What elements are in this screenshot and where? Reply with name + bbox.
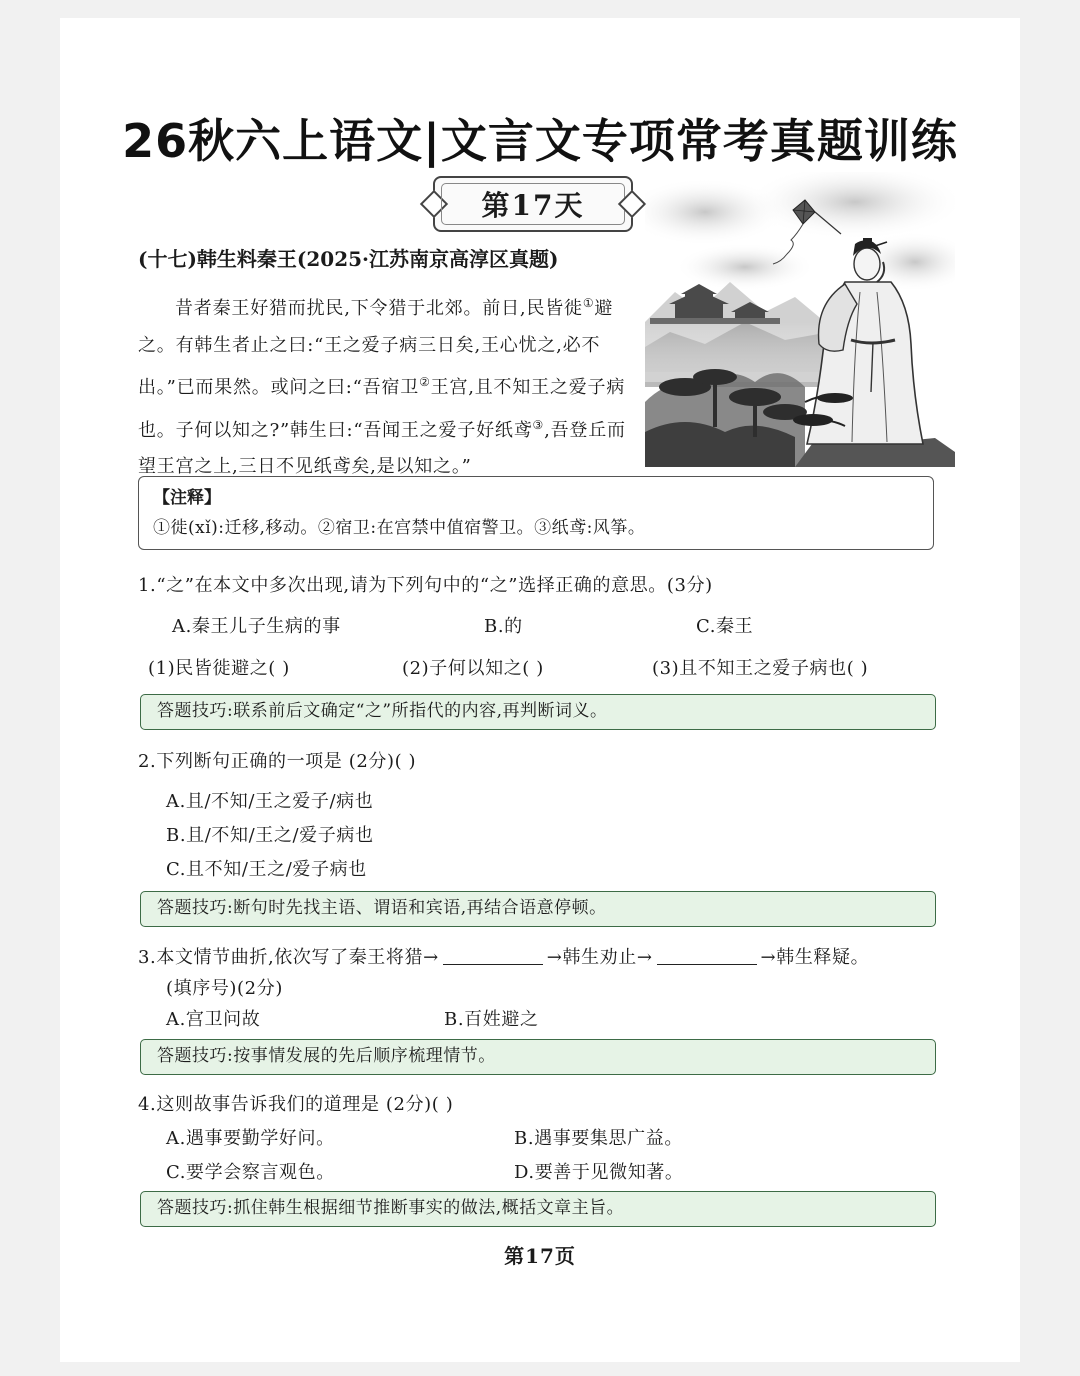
q4-tip: 答题技巧:抓住韩生根据细节推断事实的做法,概括文章主旨。 [140,1191,936,1227]
q3-option-b: B.百姓避之 [444,1009,539,1030]
q1-sub-2: (2)子何以知之( ) [402,658,544,679]
passage-text-part-1: 昔者秦王好猎而扰民,下令猎于北郊。前日,民皆徙 [175,298,583,319]
q4-option-c: C.要学会察言观色。 [166,1162,335,1183]
day-badge [433,176,633,232]
q3-stem-mid: →韩生劝止→ [546,947,653,968]
passage-text-part-2: 避之。有韩生者止之曰:“王之爱子病三日矣,王心忧之,必不出。”已而果然。或问之曰:“吾宿卫 [138,298,614,398]
q3-blank-1[interactable] [443,946,543,965]
q1-option-c: C.秦王 [696,616,754,637]
q4-option-a: A.遇事要勤学好问。 [166,1128,335,1149]
passage-text-part-3: 王宫,且不知王之爱子病也。子何以知之?”韩生曰:“吾闻王之爱子好纸鸢 [138,377,626,441]
q4-option-d: D.要善于见微知著。 [514,1162,684,1183]
q1-option-b: B.的 [484,616,523,637]
q4-option-b: B.遇事要集思广益。 [514,1128,683,1149]
q2-option-b: B.且/不知/王之/爱子病也 [166,825,374,846]
annotation-mark-2: ② [419,375,431,389]
q3-option-a: A.宫卫问故 [166,1009,261,1030]
q2-option-c: C.且不知/王之/爱子病也 [166,859,367,880]
q1-sub-1: (1)民皆徙避之( ) [148,658,290,679]
passage-text [138,285,643,486]
q3-stem-line2: (填序号)(2分) [166,978,283,999]
notes-text: ①徙(xǐ):迁移,移动。②宿卫:在宫禁中值宿警卫。③纸鸢:风筝。 [153,518,646,538]
q4-stem: 4.这则故事告诉我们的道理是 (2分)( ) [138,1094,454,1115]
q2-stem: 2.下列断句正确的一项是 (2分)( ) [138,751,417,772]
q3-stem [138,943,869,969]
q1-tip: 答题技巧:联系前后文确定“之”所指代的内容,再判断词义。 [140,694,936,730]
q2-option-a: A.且/不知/王之爱子/病也 [166,791,374,812]
notes-title: 【注释】 [153,488,221,508]
q3-tip: 答题技巧:按事情发展的先后顺序梳理情节。 [140,1039,936,1075]
passage-heading: (十七)韩生料秦王(2025·江苏南京高淳区真题) [138,247,559,271]
notes-box [138,476,934,550]
q1-option-a: A.秦王儿子生病的事 [172,616,341,637]
q1-sub-3: (3)且不知王之爱子病也( ) [652,658,869,679]
q1-stem: 1.“之”在本文中多次出现,请为下列句中的“之”选择正确的意思。(3分) [138,575,713,596]
scholar-kite-illustration [645,172,955,467]
page-number: 第17页 [504,1244,576,1268]
q2-tip: 答题技巧:断句时先找主语、谓语和宾语,再结合语意停顿。 [140,891,936,927]
page-title: 26秋六上语文|文言文专项常考真题训练 [122,114,958,168]
q3-blank-2[interactable] [657,946,757,965]
q3-stem-end: →韩生释疑。 [760,947,870,968]
passage-text-part-4: ,吾登丘而望王宫之上,三日不见纸鸢矣,是以知之。” [138,419,626,477]
day-badge-label: 第17天 [481,189,585,222]
annotation-mark-3: ③ [532,417,545,432]
annotation-mark-1: ① [582,296,595,310]
q3-stem-start: 3.本文情节曲折,依次写了秦王将猎→ [138,947,439,968]
